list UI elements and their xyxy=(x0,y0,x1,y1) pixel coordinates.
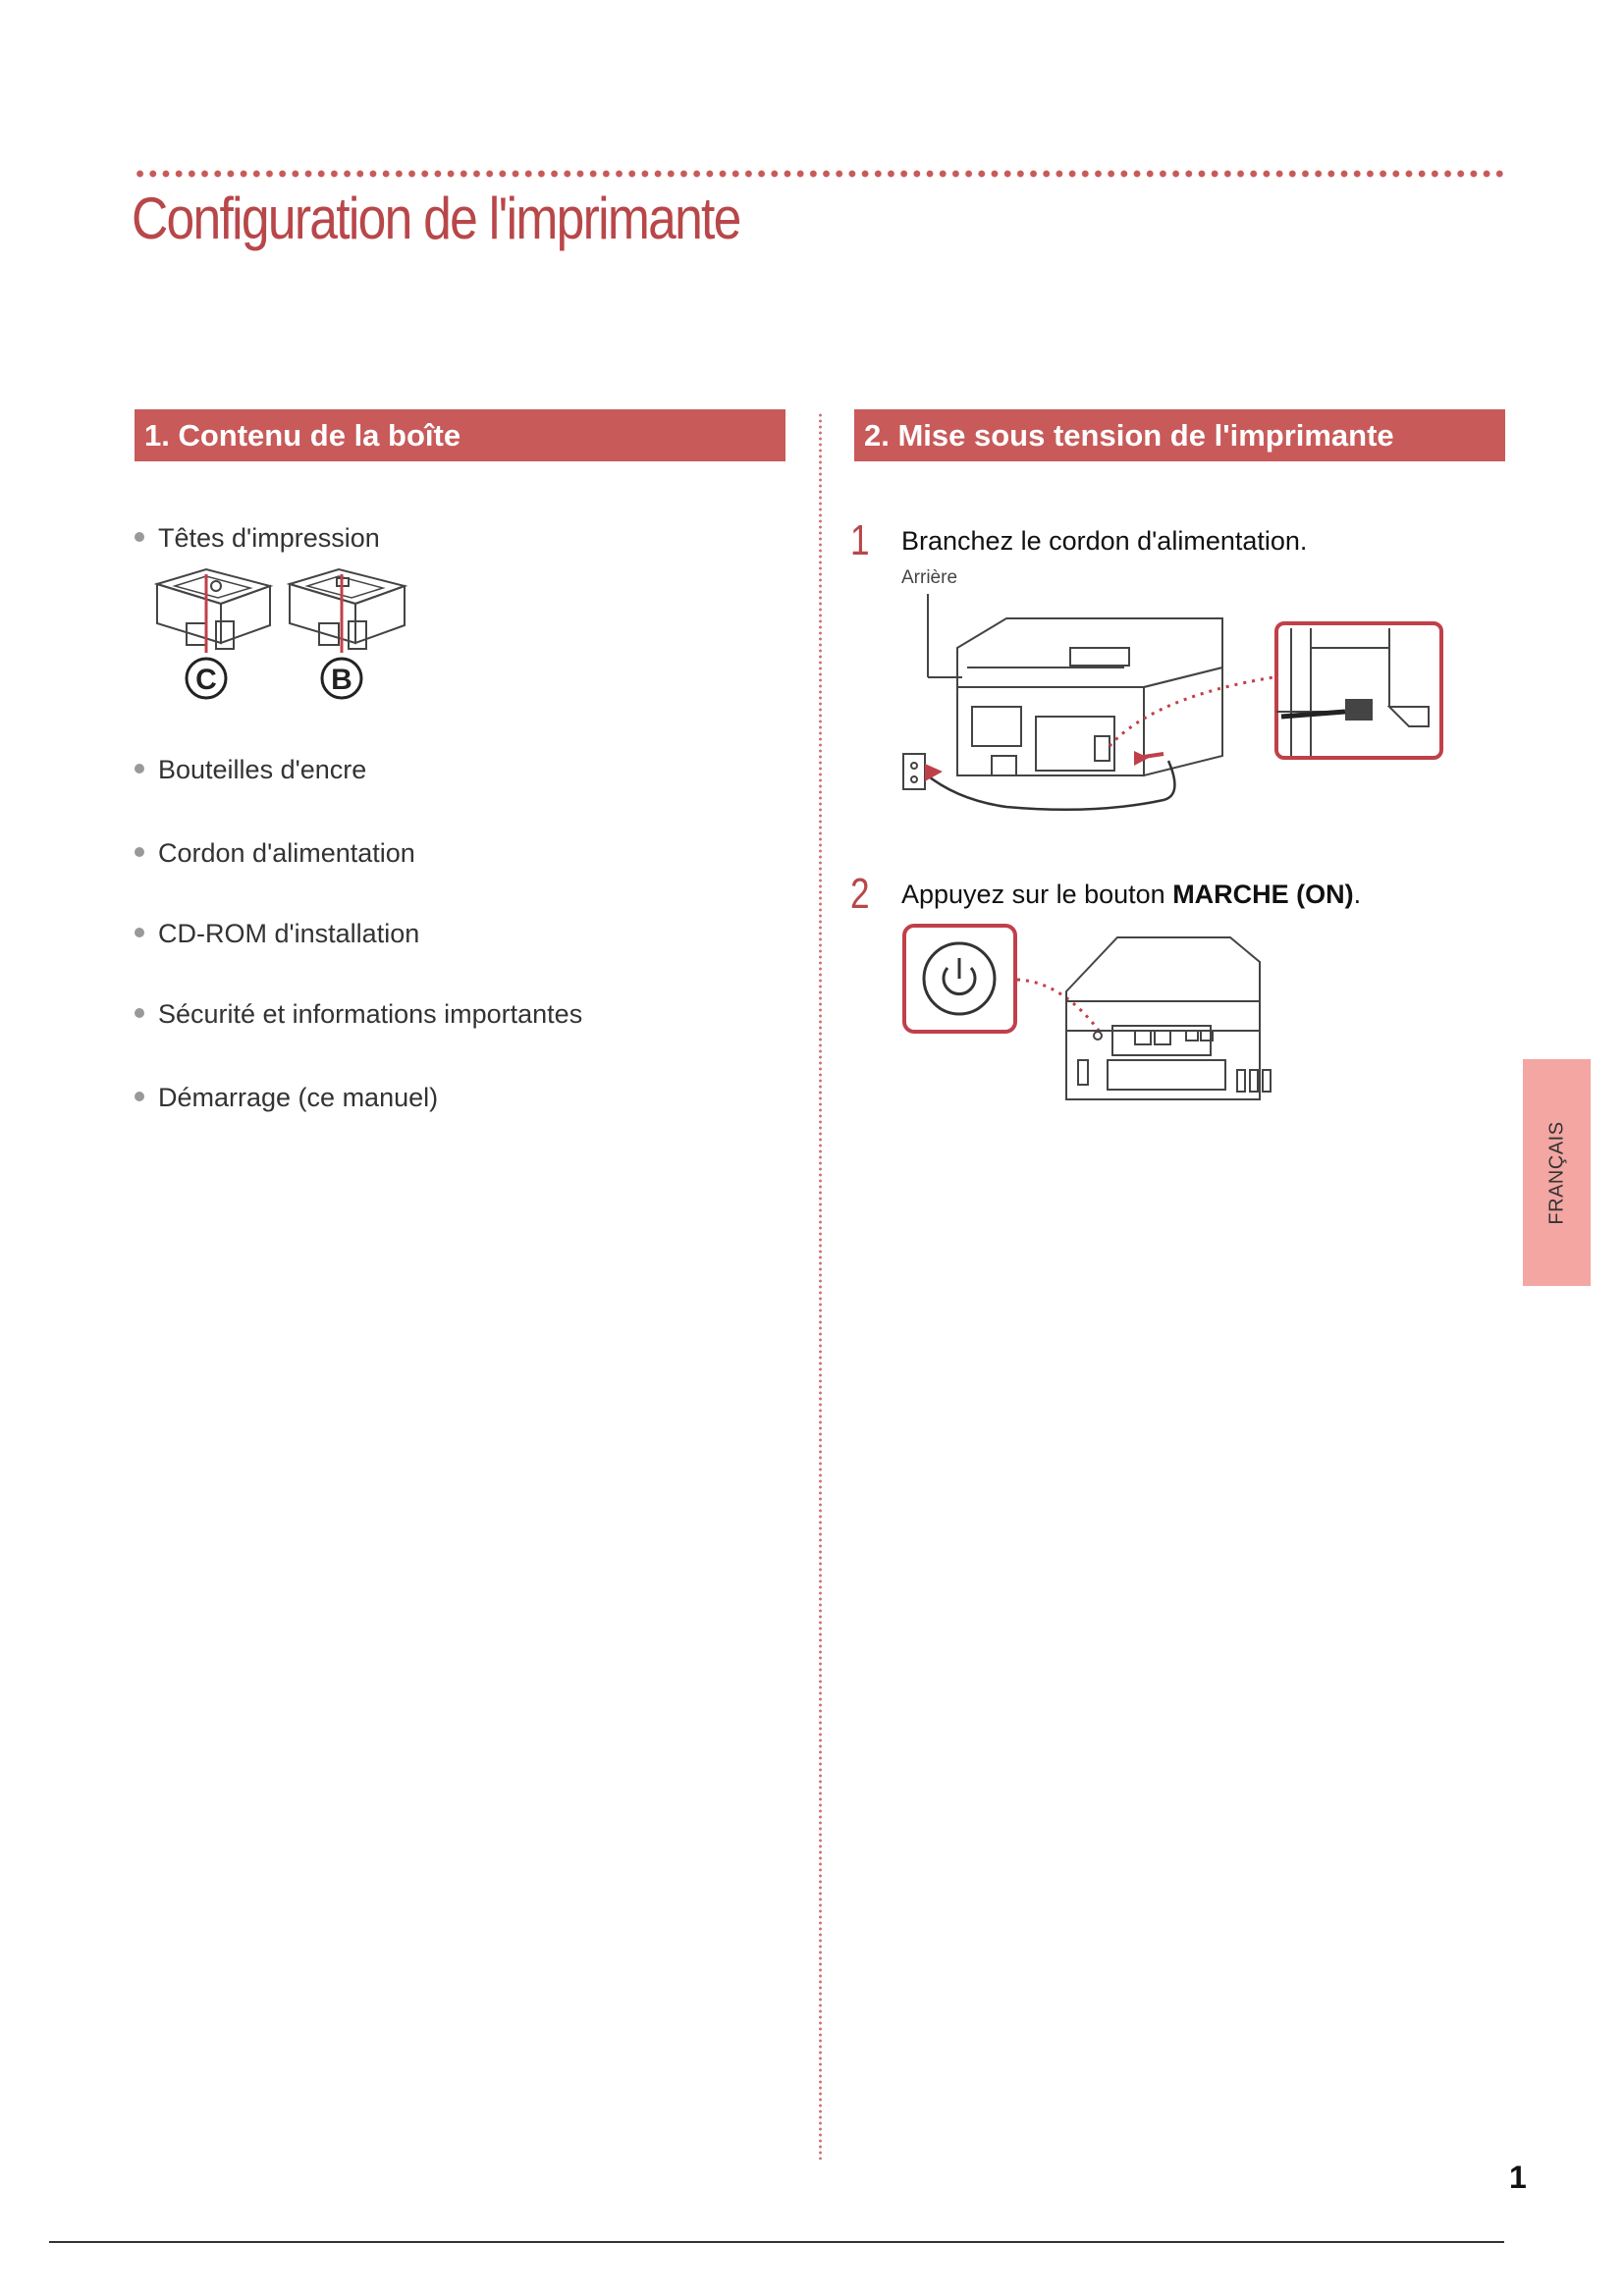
language-tab: FRANÇAIS xyxy=(1523,1059,1591,1286)
printhead-black-icon xyxy=(290,569,405,649)
step-1-text: Branchez le cordon d'alimentation. xyxy=(901,526,1308,556)
column-divider xyxy=(819,412,822,2160)
section-header-power-on: 2. Mise sous tension de l'imprimante xyxy=(854,409,1505,461)
bullet-icon xyxy=(135,928,144,937)
on-button-label: MARCHE (ON) xyxy=(1172,880,1354,909)
list-item: Démarrage (ce manuel) xyxy=(135,1083,438,1113)
bullet-icon xyxy=(135,1092,144,1101)
bottom-rule xyxy=(49,2241,1504,2243)
printhead-label-b: B xyxy=(331,664,352,696)
step-number-2: 2 xyxy=(850,870,870,918)
printheads-illustration xyxy=(147,564,422,712)
power-button-illustration xyxy=(901,923,1343,1109)
list-item: Bouteilles d'encre xyxy=(135,755,366,785)
printhead-label-c: C xyxy=(195,664,217,696)
bullet-icon xyxy=(135,847,144,857)
step-number-1: 1 xyxy=(850,516,870,564)
step-2-text: Appuyez sur le bouton MARCHE (ON). xyxy=(901,880,1362,909)
page-number: 1 xyxy=(1509,2160,1527,2195)
bullet-icon xyxy=(135,764,144,774)
page-title: Configuration de l'imprimante xyxy=(132,186,740,251)
bullet-icon xyxy=(135,532,144,542)
list-item: Cordon d'alimentation xyxy=(135,838,415,869)
list-item: Têtes d'impression xyxy=(135,523,380,554)
bullet-icon xyxy=(135,1008,144,1018)
list-item: CD-ROM d'installation xyxy=(135,919,419,949)
rear-label: Arrière xyxy=(901,567,958,588)
list-item: Sécurité et informations importantes xyxy=(135,999,582,1030)
section-header-box-contents: 1. Contenu de la boîte xyxy=(135,409,785,461)
power-cord-illustration xyxy=(898,589,1448,825)
printhead-color-icon xyxy=(157,569,270,649)
title-dotted-rule xyxy=(134,169,1504,179)
